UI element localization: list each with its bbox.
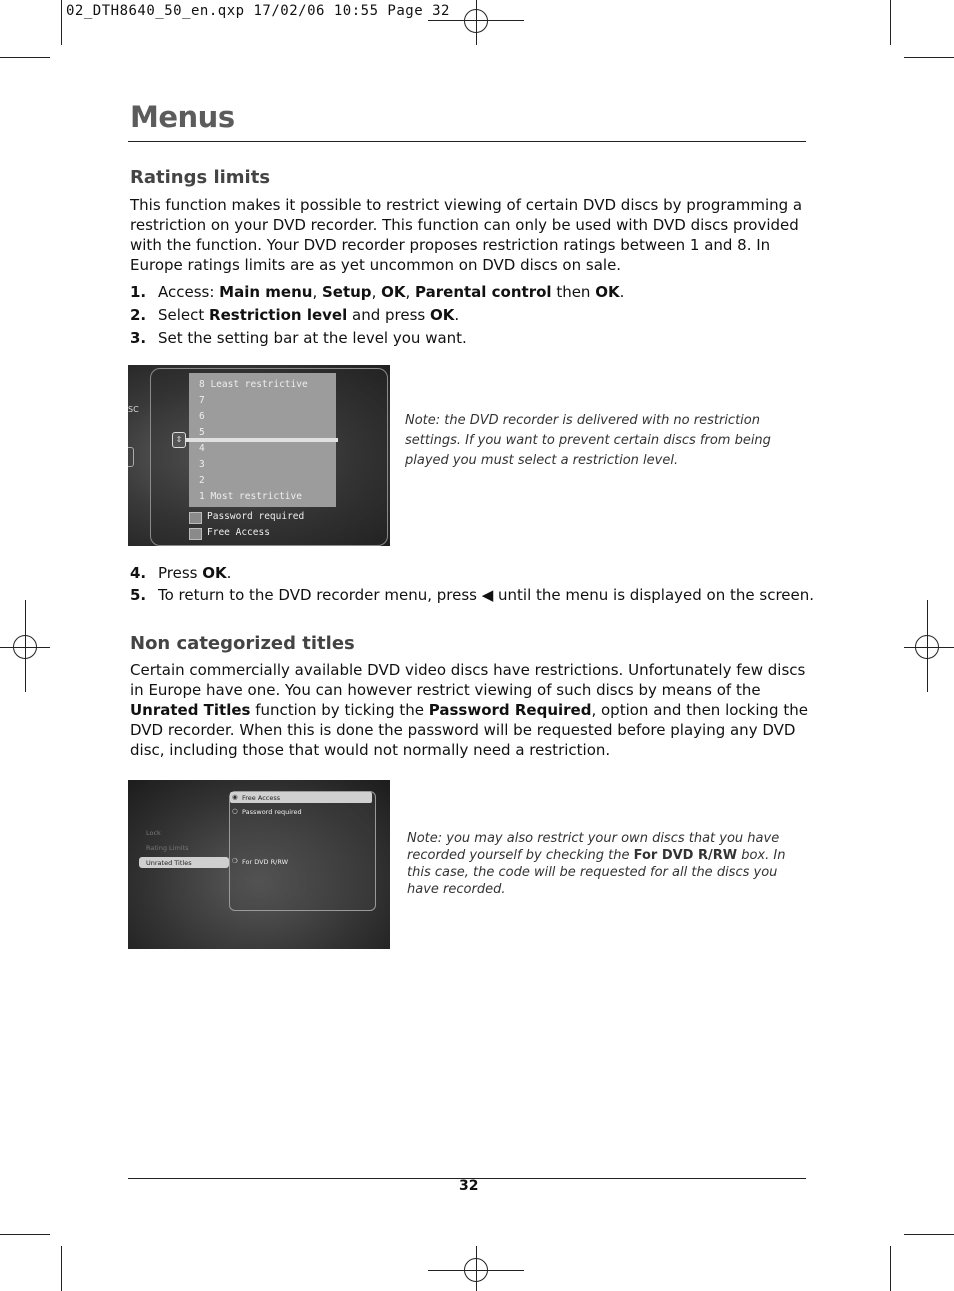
restriction-note: Note: the DVD recorder is delivered with no restriction settings. If you want to prevent certain discs from being played you must select a restriction level. xyxy=(405,413,771,468)
level-item: 7 xyxy=(199,395,205,406)
menu-item-unrated-titles: Unrated Titles xyxy=(146,859,192,867)
option-for-dvd-rrw: For DVD R/RW xyxy=(242,858,289,866)
restriction-level-screenshot xyxy=(128,365,390,546)
option-password-required: Password required xyxy=(242,808,302,816)
level-item: 3 xyxy=(199,459,205,470)
registration-mark xyxy=(464,9,488,33)
crop-mark xyxy=(904,57,954,58)
radio-icon: ○ xyxy=(232,807,238,815)
menu-item-lock: Lock xyxy=(146,829,161,837)
level-item: 8 Least restrictive xyxy=(199,379,308,390)
menu-item-rating-limits: Rating Limits xyxy=(146,844,189,852)
option-password-required: Password required xyxy=(207,511,305,522)
screen-edge-element xyxy=(128,447,134,467)
level-item: 6 xyxy=(199,411,205,422)
checkbox xyxy=(189,512,202,524)
setting-bar xyxy=(184,438,338,442)
level-item: 4 xyxy=(199,443,205,454)
setting-bar-handle: ⇕ xyxy=(172,432,186,448)
level-item: 5 xyxy=(199,427,205,438)
checkbox xyxy=(189,528,202,540)
title-rule xyxy=(128,141,806,142)
level-item: 1 Most restrictive xyxy=(199,491,302,502)
level-item: 2 xyxy=(199,475,205,486)
non-categorized-paragraph: Certain commercially available DVD video discs have restrictions. Unfortunately few discs in Europe have one. You can however restrict viewing of such discs by means of the Unrated Titles function by ticking the Password Required, option and then locking the DVD recorder. When this is done the password will be requested before playing any DVD disc, including those that would not normally need a restriction. xyxy=(130,661,808,759)
option-free-access: Free Access xyxy=(207,527,270,538)
option-free-access: Free Access xyxy=(242,794,281,802)
crop-mark xyxy=(904,1234,954,1235)
crop-mark xyxy=(61,0,62,45)
registration-mark xyxy=(464,1258,488,1282)
crop-mark xyxy=(890,1246,891,1291)
step-1: 1. Access: Main menu, Setup, OK, Parental control then OK. xyxy=(130,283,625,301)
ratings-intro-paragraph: This function makes it possible to restrict viewing of certain DVD discs by programming a restriction on your DVD recorder. This function can only be used with DVD discs provided with the function. Your DVD recorder proposes restriction ratings between 1 and 8. In Europe ratings limits are as yet uncommon on DVD discs on sale. xyxy=(130,196,803,274)
section-heading-ratings-limits: Ratings limits xyxy=(130,167,271,188)
unrated-titles-screenshot xyxy=(128,780,390,949)
section-heading-non-categorized: Non categorized titles xyxy=(130,633,355,654)
screen-side-text: SC xyxy=(128,405,139,414)
crop-mark xyxy=(0,1234,50,1235)
checkbox-icon: ❍ xyxy=(232,857,238,865)
radio-icon: ◉ xyxy=(232,793,238,801)
print-slug: 02_DTH8640_50_en.qxp 17/02/06 10:55 Page 32 xyxy=(66,3,450,19)
page-number: 32 xyxy=(459,1178,479,1194)
crop-mark xyxy=(0,57,50,58)
registration-mark xyxy=(915,635,939,659)
step-2: 2. Select Restriction level and press OK. xyxy=(130,306,460,324)
step-3: 3. Set the setting bar at the level you want. xyxy=(130,329,467,347)
crop-mark xyxy=(61,1246,62,1291)
dvd-rrw-note: Note: you may also restrict your own discs that you have recorded yourself by checking the For DVD R/RW box. In this case, the code will be requested for all the discs you have recorded. xyxy=(407,831,786,897)
step-4: 4. Press OK. xyxy=(130,564,232,582)
page-title: Menus xyxy=(130,100,235,134)
step-5: 5. To return to the DVD recorder menu, press ◀ until the menu is displayed on the screen. xyxy=(130,586,815,604)
crop-mark xyxy=(890,0,891,45)
registration-mark xyxy=(13,635,37,659)
